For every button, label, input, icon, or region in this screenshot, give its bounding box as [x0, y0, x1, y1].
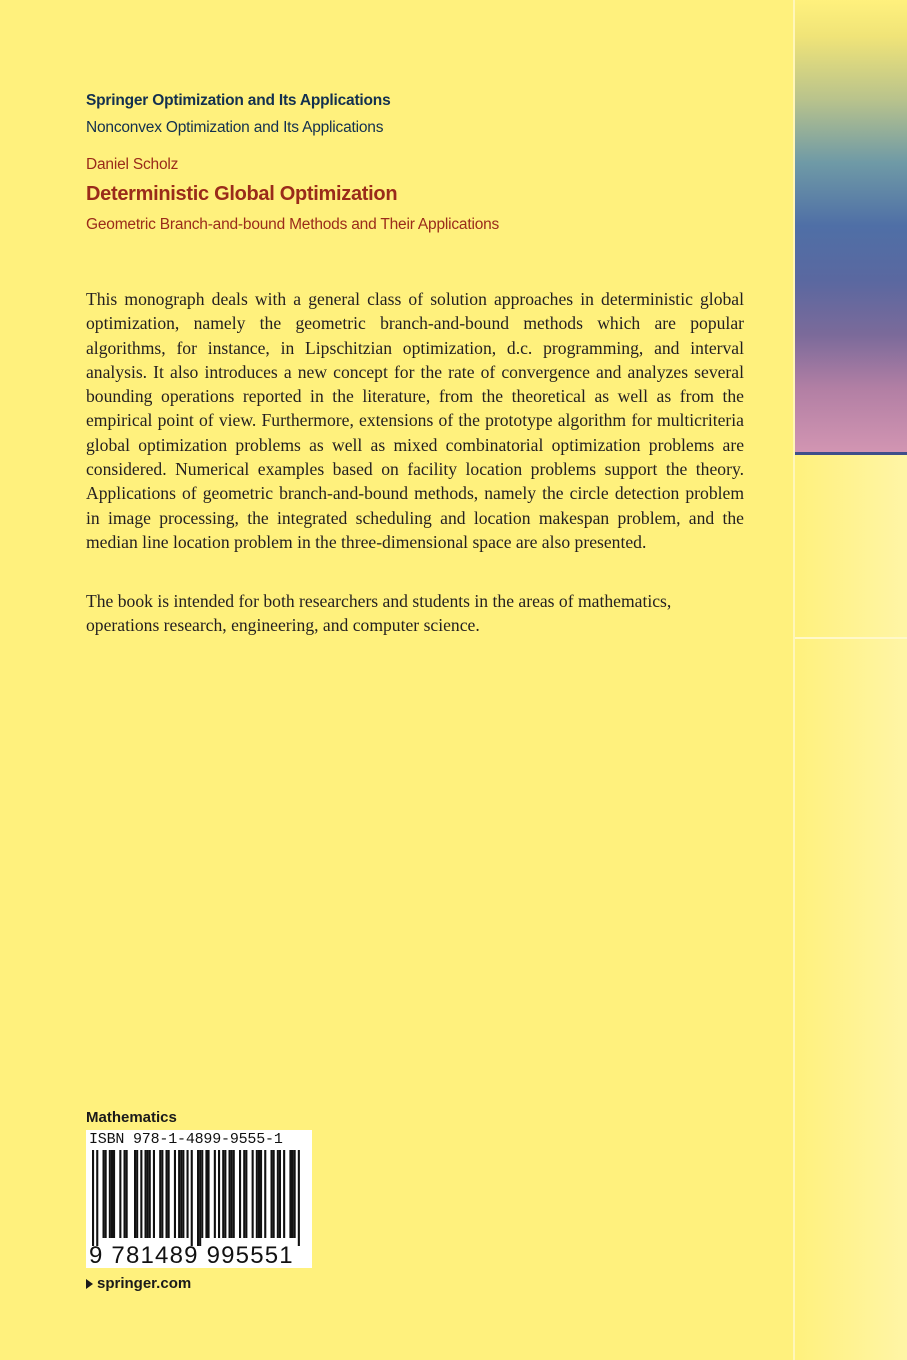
gradient-color-panel — [795, 0, 907, 452]
ean-digits: 9 781489 995551 — [89, 1242, 294, 1269]
audience-paragraph: The book is intended for both researchers and students in the areas of mathematics, operations research, engineering, and computer science. — [86, 591, 672, 636]
series-title: Springer Optimization and Its Applications — [86, 92, 391, 109]
barcode-bars — [88, 1150, 310, 1246]
strip-divider — [795, 637, 907, 639]
book-subtitle: Geometric Branch-and-bound Methods and Their Applications — [86, 216, 500, 233]
triangle-right-icon — [86, 1279, 93, 1289]
book-title: Deterministic Global Optimization — [86, 183, 398, 205]
panel-divider — [795, 452, 907, 455]
subseries-title: Nonconvex Optimization and Its Applications — [86, 119, 384, 136]
subject-label: Mathematics — [86, 1109, 177, 1126]
author-name: Daniel Scholz — [86, 156, 179, 173]
abstract-paragraph: This monograph deals with a general class of solution approaches in deterministic global optimization, namely the geometric branch-and-bound methods which are popular algorithms, for instance, in Lipschitzian optimization, d.c. programming, and interval analysis. It also introduces a new concept for the rate of convergence and analyzes several bounding operations reported in the literature, from the theoretical as well as from the empirical point of view. Furthermore, extensions of the prototype algorithm for multicriteria global optimization problems as well as mixed combinatorial optimization problems are considered. Numerical examples based on facility location problems support the theory. Applications of geometric branch-and-bound methods, namely the circle detection problem in image processing, the integrated scheduling and location makespan problem, and the median line location problem in the three-dimensional space are also presented. — [86, 289, 744, 552]
spine-fold-line — [793, 0, 795, 1360]
website-text: springer.com — [97, 1275, 192, 1292]
barcode-box — [86, 1130, 312, 1268]
website-link[interactable] — [86, 1275, 191, 1292]
isbn-number: ISBN 978-1-4899-9555-1 — [89, 1131, 283, 1148]
